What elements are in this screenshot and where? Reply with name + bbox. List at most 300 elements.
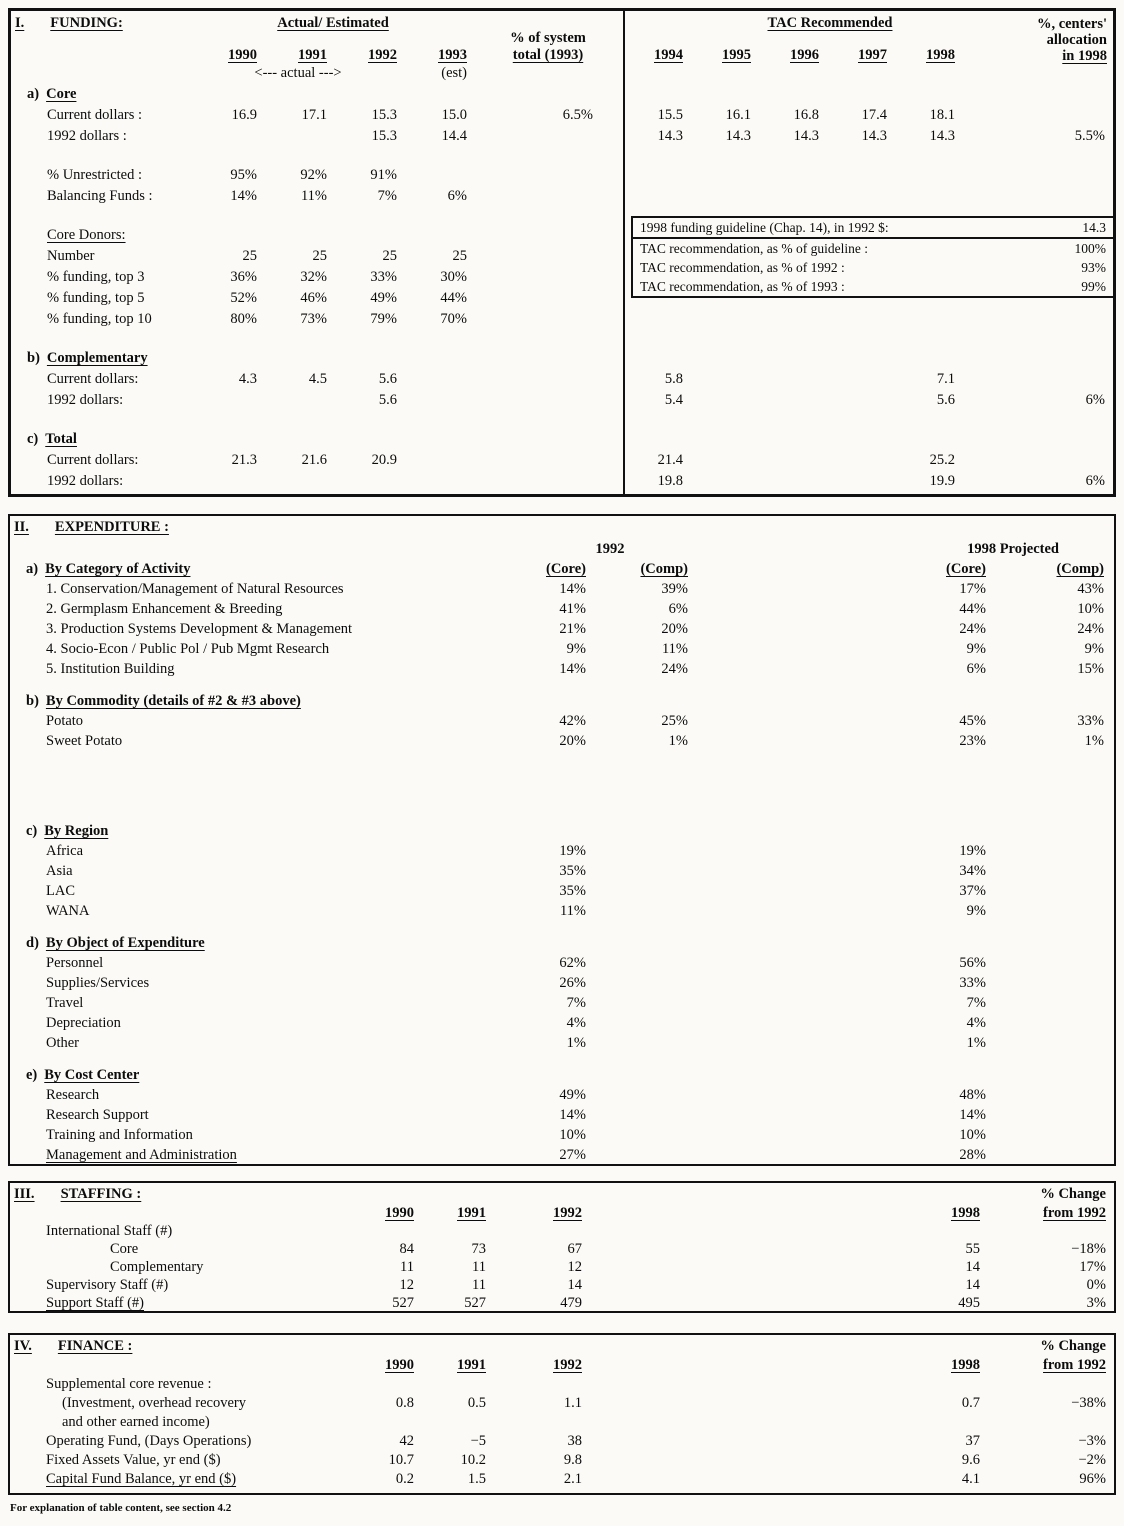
value-cell: 25 (242, 248, 257, 264)
table-row (10, 658, 1114, 678)
expenditure-section-number: II. (14, 519, 29, 535)
value-cell (333, 469, 403, 490)
row-label: Balancing Funds : (47, 188, 153, 204)
table-row (10, 1084, 1114, 1104)
table-row (11, 346, 1113, 367)
value-cell (193, 469, 263, 490)
year-header-1995: 1995 (722, 47, 751, 63)
spacer-cell (492, 1335, 588, 1355)
value-cell: 30% (440, 269, 467, 285)
spacer-cell (10, 750, 1114, 820)
value-cell: 14 (965, 1259, 980, 1275)
value-cell (403, 367, 473, 388)
value-cell (473, 367, 623, 388)
value-cell (689, 448, 757, 469)
row-label: Current dollars : (47, 107, 143, 123)
value-cell: 14.3 (793, 128, 819, 144)
guideline-value: 99% (1081, 278, 1106, 294)
table-row (10, 1032, 1114, 1052)
value-cell: 14.4 (441, 128, 467, 144)
value-cell (592, 880, 694, 900)
value-cell (403, 469, 473, 490)
spacer-cell (420, 1335, 492, 1355)
value-cell: 25.2 (929, 452, 955, 468)
spacer-cell (11, 328, 1113, 346)
value-cell (689, 163, 757, 184)
row-label: b) By Commodity (details of #2 & #3 above) (26, 693, 301, 709)
column-header-cell: (Core) (946, 561, 986, 577)
column-group-1998-projected: 1998 Projected (967, 541, 1059, 557)
value-cell: 15.5 (657, 107, 683, 123)
spacer-cell (10, 678, 1114, 690)
tac-recommended-header: TAC Recommended (767, 15, 893, 31)
value-cell (893, 307, 961, 328)
spacer-cell (588, 1183, 986, 1203)
value-cell: 19.9 (929, 473, 955, 489)
value-cell: 4% (566, 1015, 586, 1031)
funding-section-number: I. (15, 15, 25, 31)
spacer-cell (10, 920, 1114, 932)
spacer-row (10, 920, 1114, 932)
table-row (10, 952, 1114, 972)
value-cell: 10% (1077, 601, 1104, 617)
value-cell (592, 952, 694, 972)
value-cell: 42 (399, 1433, 414, 1449)
table-row (10, 860, 1114, 880)
value-cell (473, 244, 623, 265)
spacer-cell (623, 64, 689, 82)
value-cell: 10% (559, 1127, 586, 1143)
staffing-title-cell (10, 1183, 346, 1203)
expenditure-table (10, 516, 1114, 1164)
value-cell (757, 163, 825, 184)
spacer-cell (10, 538, 500, 558)
value-cell: 84 (399, 1241, 414, 1257)
funding-title-cell (11, 11, 193, 43)
row-label: Potato (46, 713, 84, 729)
spacer-row (11, 145, 1113, 163)
value-cell: 33% (1077, 713, 1104, 729)
spacer-cell (10, 1052, 1114, 1064)
value-cell: 49% (370, 290, 397, 306)
funding-section (8, 8, 1116, 497)
guideline-value: 14.3 (1082, 219, 1106, 235)
value-cell (592, 1144, 694, 1164)
value-cell: 25% (661, 713, 688, 729)
value-cell (473, 388, 623, 409)
value-cell: 527 (464, 1295, 486, 1311)
spacer-cell (10, 1203, 346, 1222)
value-cell: 39% (661, 581, 688, 597)
value-cell (992, 1032, 1114, 1052)
spacer-cell (10, 1355, 346, 1374)
value-cell (473, 286, 623, 307)
value-cell (403, 448, 473, 469)
value-cell: 9.8 (563, 1452, 582, 1468)
column-header-cell: (Comp) (1056, 561, 1104, 577)
value-cell: 92% (300, 167, 327, 183)
value-cell: 0.5 (467, 1395, 486, 1411)
value-cell (592, 1012, 694, 1032)
row-label: 4. Socio-Econ / Public Pol / Pub Mgmt Research (46, 641, 330, 657)
spacer-row (10, 1052, 1114, 1064)
spacer-cell (492, 1183, 588, 1203)
table-row (10, 1258, 1114, 1276)
value-cell (473, 469, 623, 490)
row-label: WANA (46, 903, 90, 919)
spacer-cell (694, 516, 1114, 538)
value-cell: 14% (959, 1107, 986, 1123)
year-header-1993: 1993 (438, 47, 467, 63)
table-row (10, 598, 1114, 618)
spacer-cell (11, 64, 193, 82)
finance-section-number: IV. (14, 1338, 32, 1354)
value-cell: 10.7 (388, 1452, 414, 1468)
row-label: LAC (46, 883, 75, 899)
value-cell: 41% (559, 601, 586, 617)
row-label: (Investment, overhead recovery (62, 1395, 246, 1411)
value-cell: 5.6 (378, 392, 397, 408)
table-row (10, 1450, 1114, 1469)
spacer-cell (346, 1335, 420, 1355)
value-cell: 52% (230, 290, 257, 306)
value-cell: 70% (440, 311, 467, 327)
table-row (10, 840, 1114, 860)
table-row (10, 1124, 1114, 1144)
value-cell (473, 124, 623, 145)
row-label: d) By Object of Expenditure (26, 935, 205, 951)
value-cell (961, 307, 1113, 328)
value-cell: 44% (959, 601, 986, 617)
value-cell: −38% (1071, 1395, 1106, 1411)
value-cell: 6% (447, 188, 467, 204)
value-cell (825, 448, 893, 469)
value-cell: 4.5 (308, 371, 327, 387)
value-cell: 12 (567, 1259, 582, 1275)
row-label: Training and Information (46, 1127, 193, 1143)
row-label: Management and Administration (46, 1147, 237, 1163)
row-label: b) Complementary (27, 350, 148, 366)
table-row (11, 184, 1113, 205)
value-cell: 46% (300, 290, 327, 306)
row-label: Complementary (110, 1259, 204, 1275)
value-cell: 62% (559, 955, 586, 971)
value-cell: 56% (959, 955, 986, 971)
value-cell: 2.1 (563, 1471, 582, 1487)
finance-title-cell (10, 1335, 346, 1355)
value-cell: 80% (230, 311, 257, 327)
value-cell (992, 880, 1114, 900)
row-label: Other (46, 1035, 80, 1051)
value-cell: 1% (668, 733, 688, 749)
spacer-row (11, 328, 1113, 346)
year-header-1991: 1991 (298, 47, 327, 63)
value-cell: 14.3 (657, 128, 683, 144)
spacer-row (11, 409, 1113, 427)
row-label: Personnel (46, 955, 104, 971)
table-row (10, 690, 1114, 710)
value-cell (403, 163, 473, 184)
value-cell (992, 1104, 1114, 1124)
table-row (11, 163, 1113, 184)
value-cell: 11% (559, 903, 586, 919)
row-label: Support Staff (#) (46, 1295, 145, 1311)
value-cell: 1.5 (467, 1471, 486, 1487)
value-cell: 25 (452, 248, 467, 264)
tac-recommended-header-cell (623, 11, 961, 43)
value-cell: 28% (959, 1147, 986, 1163)
value-cell: 9% (1084, 641, 1104, 657)
value-cell: 19% (959, 843, 986, 859)
table-row (10, 1374, 1114, 1393)
value-cell (825, 184, 893, 205)
value-cell (992, 860, 1114, 880)
guideline-label: 1998 funding guideline (Chap. 14), in 1992 $: (640, 219, 889, 235)
column-group-1992: 1992 (595, 541, 625, 557)
value-cell (592, 840, 694, 860)
value-cell: 21.4 (657, 452, 683, 468)
value-cell: 9% (966, 641, 986, 657)
value-cell (992, 1144, 1114, 1164)
value-cell (263, 124, 333, 145)
value-cell: 32% (300, 269, 327, 285)
finance-header-row-1 (10, 1335, 1114, 1355)
expenditure-section (8, 514, 1116, 1166)
value-cell: 4.1 (961, 1471, 980, 1487)
value-cell (193, 388, 263, 409)
value-cell: 5.5% (1074, 128, 1105, 144)
value-cell: 4% (966, 1015, 986, 1031)
table-row (11, 367, 1113, 388)
year-header-1990: 1990 (228, 47, 257, 63)
value-cell: 14 (567, 1277, 582, 1293)
value-cell (825, 388, 893, 409)
staffing-rows (10, 1222, 1114, 1312)
value-cell (893, 184, 961, 205)
value-cell: 495 (958, 1295, 980, 1311)
year-header-1992: 1992 (553, 1205, 582, 1221)
value-cell (757, 469, 825, 490)
spacer-cell (346, 1183, 420, 1203)
value-cell (825, 367, 893, 388)
value-cell (825, 469, 893, 490)
guideline-label: TAC recommendation, as % of guideline : (640, 240, 868, 256)
table-row (10, 578, 1114, 598)
finance-table (10, 1335, 1114, 1488)
table-row (10, 1144, 1114, 1164)
value-cell (623, 307, 689, 328)
row-label: Core Donors: (47, 227, 126, 243)
row-label: Supplemental core revenue : (46, 1376, 212, 1392)
value-cell: 527 (392, 1295, 414, 1311)
value-cell: 7% (966, 995, 986, 1011)
spacer-row (10, 750, 1114, 820)
expenditure-title-cell (10, 516, 500, 538)
value-cell: 14% (230, 188, 257, 204)
value-cell: 44% (440, 290, 467, 306)
guideline-value: 100% (1074, 240, 1106, 256)
table-row (10, 730, 1114, 750)
value-cell (689, 307, 757, 328)
pct-change-header-line2: from 1992 (1043, 1357, 1106, 1373)
pct-change-header-line1: % Change (1040, 1338, 1106, 1354)
row-label: % funding, top 5 (47, 290, 145, 306)
value-cell: 35% (559, 863, 586, 879)
value-cell: 55 (965, 1241, 980, 1257)
value-cell: 6% (1085, 392, 1105, 408)
value-cell: 24% (959, 621, 986, 637)
value-cell: 15.3 (371, 107, 397, 123)
value-cell (961, 163, 1113, 184)
year-header-1998: 1998 (951, 1357, 980, 1373)
value-cell (193, 124, 263, 145)
row-label: Fixed Assets Value, yr end ($) (46, 1452, 221, 1468)
table-row (10, 1240, 1114, 1258)
value-cell (961, 103, 1113, 124)
finance-rows (10, 1374, 1114, 1488)
guideline-label: TAC recommendation, as % of 1992 : (640, 259, 845, 275)
value-cell (473, 163, 623, 184)
value-cell: 33% (370, 269, 397, 285)
value-cell: 20.9 (371, 452, 397, 468)
table-row (11, 103, 1113, 124)
value-cell (992, 992, 1114, 1012)
value-cell: 14.3 (725, 128, 751, 144)
pct-of-system-header: % of system total (1993) (510, 30, 586, 63)
year-header-1996: 1996 (790, 47, 819, 63)
row-label: e) By Cost Center (26, 1067, 140, 1083)
table-row (10, 932, 1114, 952)
table-row (10, 1294, 1114, 1312)
value-cell: 17% (1079, 1259, 1106, 1275)
value-cell (592, 1032, 694, 1052)
value-cell (757, 367, 825, 388)
row-label: Current dollars: (47, 452, 139, 468)
staffing-header-row-2 (10, 1203, 1114, 1222)
finance-header-row-2 (10, 1355, 1114, 1374)
table-row (10, 1412, 1114, 1431)
row-label: 1992 dollars : (47, 128, 127, 144)
value-cell (689, 388, 757, 409)
value-cell: 27% (559, 1147, 586, 1163)
spacer-cell (893, 64, 961, 82)
row-label: Current dollars: (47, 371, 139, 387)
value-cell: 19% (559, 843, 586, 859)
value-cell: 5.4 (664, 392, 683, 408)
value-cell: 4.3 (238, 371, 257, 387)
funding-guideline-box (631, 216, 1115, 298)
value-cell: 12 (399, 1277, 414, 1293)
footnote: For explanation of table content, see section 4.2 (10, 1502, 232, 1514)
value-cell: 33% (959, 975, 986, 991)
row-label: Number (47, 248, 95, 264)
value-cell (757, 388, 825, 409)
value-cell: 42% (559, 713, 586, 729)
value-cell: 15% (1077, 661, 1104, 677)
value-cell (992, 1124, 1114, 1144)
staffing-section-title: STAFFING : (60, 1186, 142, 1202)
value-cell: 11 (472, 1277, 486, 1293)
spacer-cell (825, 64, 893, 82)
actual-span-note: <--- actual ---> (254, 65, 342, 81)
value-cell: 11% (661, 641, 688, 657)
spacer-cell (757, 64, 825, 82)
row-label: a) By Category of Activity (26, 561, 191, 577)
row-label: Research Support (46, 1107, 149, 1123)
value-cell: 19.8 (657, 473, 683, 489)
value-cell: 24% (1077, 621, 1104, 637)
value-cell (893, 163, 961, 184)
year-header-1991: 1991 (457, 1357, 486, 1373)
value-cell: 14% (559, 661, 586, 677)
value-cell: 73 (471, 1241, 486, 1257)
staffing-section (8, 1181, 1116, 1313)
guideline-value: 93% (1081, 259, 1106, 275)
table-row (11, 427, 1113, 448)
value-cell: 25 (312, 248, 327, 264)
table-row (10, 710, 1114, 730)
value-cell: 20% (559, 733, 586, 749)
table-row (11, 469, 1113, 490)
actual-estimated-header: Actual/ Estimated (277, 15, 389, 31)
value-cell (592, 860, 694, 880)
expenditure-header-row-1 (10, 516, 1114, 538)
value-cell: 1% (566, 1035, 586, 1051)
value-cell: 95% (230, 167, 257, 183)
row-label: Sweet Potato (46, 733, 123, 749)
table-row (11, 388, 1113, 409)
value-cell: 6% (1085, 473, 1105, 489)
value-cell: 18.1 (929, 107, 955, 123)
value-cell (825, 163, 893, 184)
expenditure-section-title: EXPENDITURE : (54, 519, 169, 535)
value-cell: 0.2 (395, 1471, 414, 1487)
year-header-1992: 1992 (553, 1357, 582, 1373)
spacer-cell (689, 64, 757, 82)
row-label: 5. Institution Building (46, 661, 175, 677)
guideline-row (633, 277, 1113, 296)
finance-section (8, 1333, 1116, 1495)
row-label: Supervisory Staff (#) (46, 1277, 169, 1293)
value-cell: −18% (1071, 1241, 1106, 1257)
value-cell: 14.3 (861, 128, 887, 144)
table-row (10, 1276, 1114, 1294)
funding-header-row-3 (11, 64, 1113, 82)
table-row (10, 992, 1114, 1012)
row-label: % funding, top 10 (47, 311, 152, 327)
spacer-cell (588, 1335, 986, 1355)
spacer-cell (11, 409, 1113, 427)
value-cell: 3% (1086, 1295, 1106, 1311)
table-row (10, 1012, 1114, 1032)
value-cell (825, 307, 893, 328)
value-cell: 9% (566, 641, 586, 657)
value-cell: 24% (661, 661, 688, 677)
table-row (10, 1064, 1114, 1084)
spacer-cell (11, 145, 1113, 163)
value-cell (689, 184, 757, 205)
value-cell (961, 448, 1113, 469)
value-cell: 5.6 (936, 392, 955, 408)
row-label: Travel (46, 995, 84, 1011)
guideline-row (633, 258, 1113, 277)
value-cell: 37% (959, 883, 986, 899)
value-cell: 7.1 (936, 371, 955, 387)
row-label: 1992 dollars: (47, 392, 124, 408)
value-cell: 16.9 (231, 107, 257, 123)
value-cell: 16.1 (725, 107, 751, 123)
value-cell: 14 (965, 1277, 980, 1293)
